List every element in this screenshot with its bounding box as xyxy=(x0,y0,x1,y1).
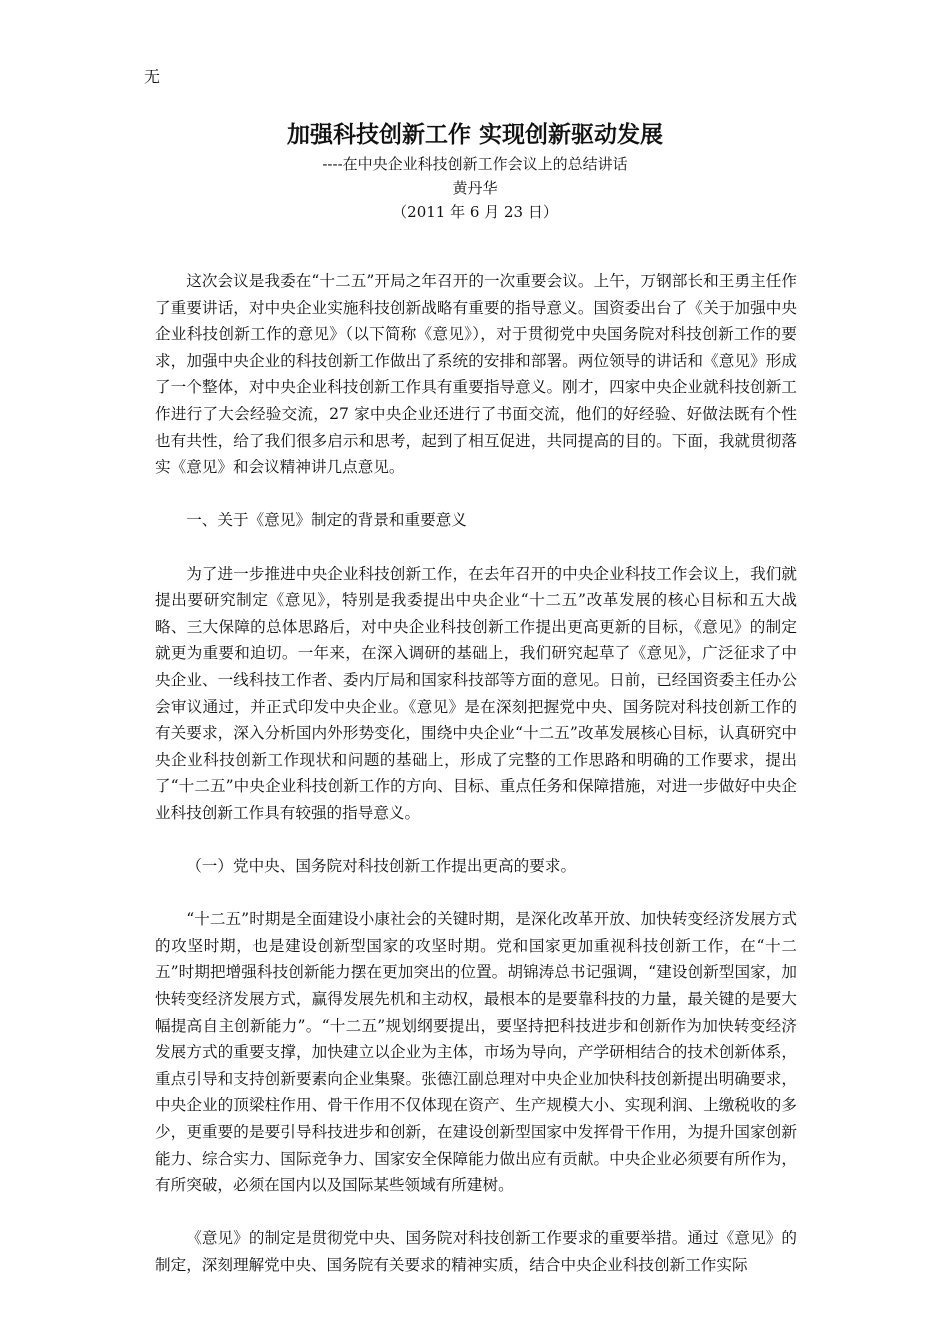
document-subtitle: ----在中央企业科技创新工作会议上的总结讲话 xyxy=(322,155,628,173)
body-paragraph: 这次会议是我委在“十二五”开局之年召开的一次重要会议。上午，万钢部长和王勇主任作了重要讲话，对中央企业实施科技创新战略有重要的指导意义。国资委出台了《关于加强中央企业科技创新工作的意见》（以下简称《意见》），对于贯彻党中央国务院对科技创新工作的要求，加强中央企业的科技创新工作做出了系统的安排和部署。两位领导的讲话和《意见》形成了一个整体，对中央企业科技创新工作具有重要指导意义。刚才，四家中央企业就科技创新工作进行了大会经验交流，27 家中央企业还进行了书面交流，他们的好经验、好做法既有个性也有共性，给了我们很多启示和思考，起到了相互促进，共同提高的目的。下面，我就贯彻落实《意见》和会议精神讲几点意见。 xyxy=(155,272,797,477)
subsection-heading: （一）党中央、国务院对科技创新工作提出更高的要求。 xyxy=(186,857,577,876)
title-block xyxy=(0,118,950,224)
document-body xyxy=(155,268,797,1305)
section-heading: 一、关于《意见》制定的背景和重要意义 xyxy=(186,511,467,530)
body-paragraph: “十二五”时期是全面建设小康社会的关键时期，是深化改革开放、加快转变经济发展方式的攻坚时期，也是建设创新型国家的攻坚时期。党和国家更加重视科技创新工作，在“十二五”时期把增强科技创新能力摆在更加突出的位置。胡锦涛总书记强调，“建设创新型国家，加快转变经济发展方式，赢得发展先机和主动权，最根本的是要靠科技的力量，最关键的是要大幅提高自主创新能力”。“十二五”规划纲要提出，要坚持把科技进步和创新作为加快转变经济发展方式的重要支撑，加快建立以企业为主体，市场为导向，产学研相结合的技术创新体系，重点引导和支持创新要素向企业集聚。张德江副总理对中央企业加快科技创新提出明确要求，中央企业的顶梁柱作用、骨干作用不仅体现在资产、生产规模大小、实现利润、上缴税收的多少，更重要的是要引导科技进步和创新，在建设创新型国家中发挥骨干作用，为提升国家创新能力、综合实力、国际竞争力、国家安全保障能力做出应有贡献。中央企业必须要有所作为，有所突破，必须在国内以及国际某些领域有所建树。 xyxy=(155,910,797,1195)
document-title: 加强科技创新工作 实现创新驱动发展 xyxy=(286,122,663,148)
body-paragraph: 为了进一步推进中央企业科技创新工作，在去年召开的中央企业科技工作会议上，我们就提出要研究制定《意见》，特别是我委提出中央企业“十二五”改革发展的核心目标和五大战略、三大保障的总体思路后，对中央企业科技创新工作提出更高更新的目标，《意见》的制定就更为重要和迫切。一年来，在深入调研的基础上，我们研究起草了《意见》，广泛征求了中央企业、一线科技工作者、委内厅局和国家科技部等方面的意见。日前，已经国资委主任办公会审议通过，并正式印发中央企业。《意见》是在深刻把握党中央、国务院对科技创新工作的有关要求，深入分析国内外形势变化，围绕中央企业“十二五”改革发展核心目标，认真研究中央企业科技创新工作现状和问题的基础上，形成了完整的工作思路和明确的工作要求，提出了“十二五”中央企业科技创新工作的方向、目标、重点任务和保障措施，对进一步做好中央企业科技创新工作具有较强的指导意义。 xyxy=(155,564,797,822)
document-author: 黄丹华 xyxy=(452,179,498,197)
body-paragraph: 《意见》的制定是贯彻党中央、国务院对科技创新工作要求的重要举措。通过《意见》的制定，深刻理解党中央、国务院有关要求的精神实质，结合中央企业科技创新工作实际 xyxy=(155,1229,797,1274)
document-date: （2011 年 6 月 23 日） xyxy=(392,203,558,221)
header-mark: 无 xyxy=(144,67,161,86)
